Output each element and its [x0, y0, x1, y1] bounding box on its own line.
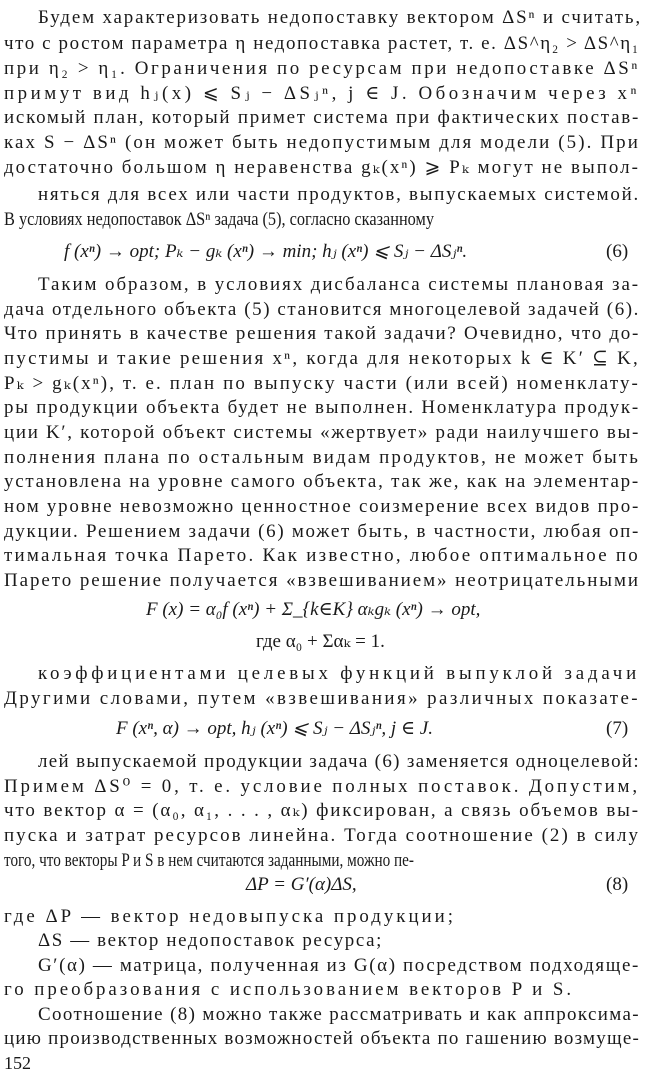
equation-6: f (xⁿ) → opt; Pₖ − gₖ (xⁿ) → min; hⱼ (xⁿ) ⩽ Sⱼ − ΔSⱼⁿ. — [64, 241, 468, 262]
text-line: дукции. Решением задачи (6) может быть, в частности, любая оп- — [4, 521, 641, 542]
text-line: пустимы и такие решения xⁿ, когда для некоторых k ∈ K′ ⊆ K, — [4, 348, 641, 369]
text-line: Другими словами, путем «взвешивания» различных показате- — [4, 688, 641, 709]
text-line: того, что векторы P и S в нем считаются заданными, можно пе- — [4, 850, 414, 871]
text-line: Pₖ > gₖ(xⁿ), т. е. план по выпуску части (или всей) номенклату- — [4, 373, 640, 394]
text-line: примут вид hⱼ(x) ⩽ Sⱼ − ΔSⱼⁿ, j ∈ J. Обозначим через xⁿ — [4, 83, 641, 104]
text-line: Будем характеризовать недопоставку вектором ΔSⁿ и считать, — [38, 7, 642, 28]
text-line: коэффициентами целевых функций выпуклой задачи — [38, 663, 641, 684]
text-line: цию производственных возможностей объекта по гашению возмуще- — [4, 1028, 641, 1049]
text-line: ном уровне невозможно ценностное соизмерение всех видов про- — [4, 496, 640, 517]
text-line: G′(α) — матрица, полученная из G(α) посредством подходяще- — [38, 955, 640, 976]
page-number: 152 — [4, 1053, 31, 1073]
text-line: ках S − ΔSⁿ (он может быть недопустимым для модели (5). При — [4, 132, 640, 153]
equation-number: (7) — [606, 718, 629, 739]
text-line: что вектор α = (α₀, α₁, . . . , αₖ) фиксирован, а связь объемов вы- — [4, 800, 640, 821]
text-line: искомый план, который примет система при фактических постав- — [4, 107, 641, 128]
text-line: полнения плана по остальным видам продуктов, не может быть — [4, 447, 641, 468]
equation-number: (6) — [606, 241, 629, 262]
text-line: ры продукции объекта будет не выполнен. Номенклатура продук- — [4, 397, 640, 418]
text-line: пуска и затрат ресурсов линейна. Тогда соотношение (2) в силу — [4, 825, 641, 846]
text-line: го преобразования с использованием векторов P и S. — [4, 979, 575, 1000]
text-line: достаточно большом η неравенства gₖ(xⁿ) ⩾ Pₖ могут не выпол- — [4, 157, 641, 178]
text-line: Соотношение (8) можно также рассматривать и как аппроксима- — [38, 1004, 640, 1025]
text-line: что с ростом параметра η недопоставка растет, т. е. ΔS^η₂ > ΔS^η₁ — [4, 33, 640, 54]
text-line: Примем ΔS⁰ = 0, т. е. условие полных поставок. Допустим, — [4, 776, 640, 797]
text-line: Таким образом, в условиях дисбаланса системы плановая за- — [38, 274, 641, 295]
equation-7: F (xⁿ, α) → opt, hⱼ (xⁿ) ⩽ Sⱼ − ΔSⱼⁿ, j ∈ J. — [116, 718, 433, 739]
text-line: дача отдельного объекта (5) становится многоцелевой задачей (6). — [4, 299, 641, 320]
text-line: где ΔP — вектор недовыпуска продукции; — [4, 906, 456, 927]
text-line: установлена на уровне самого объекта, так же, как на элементар- — [4, 471, 640, 492]
text-line: няться для всех или части продуктов, выпускаемых системой. — [38, 184, 640, 205]
text-line: Парето решение получается «взвешиванием» неотрицательными — [4, 570, 640, 591]
equation-condition: где α₀ + Σαₖ = 1. — [256, 631, 385, 652]
text-line: тимальная точка Парето. Как известно, любое оптимальное по — [4, 545, 641, 566]
text-line: ΔS — вектор недопоставок ресурса; — [38, 930, 384, 951]
text-line: при η₂ > η₁. Ограничения по ресурсам при недопоставке ΔSⁿ — [4, 58, 640, 79]
text-line: Что принять в качестве решения такой задачи? Очевидно, что до- — [4, 323, 640, 344]
text-line: В условиях недопоставок ΔSⁿ задача (5), согласно сказанному — [4, 209, 434, 230]
text-line: ции K′, которой объект системы «жертвует» ради наилучшего вы- — [4, 422, 641, 443]
equation-number: (8) — [606, 874, 629, 895]
equation-weighted: F (x) = α₀f (xⁿ) + Σ_{k∈K} αₖgₖ (xⁿ) → opt, — [146, 599, 481, 620]
text-line: лей выпускаемой продукции задача (6) заменяется одноцелевой: — [38, 751, 640, 772]
equation-8: ΔP = G′(α)ΔS, — [246, 874, 357, 895]
